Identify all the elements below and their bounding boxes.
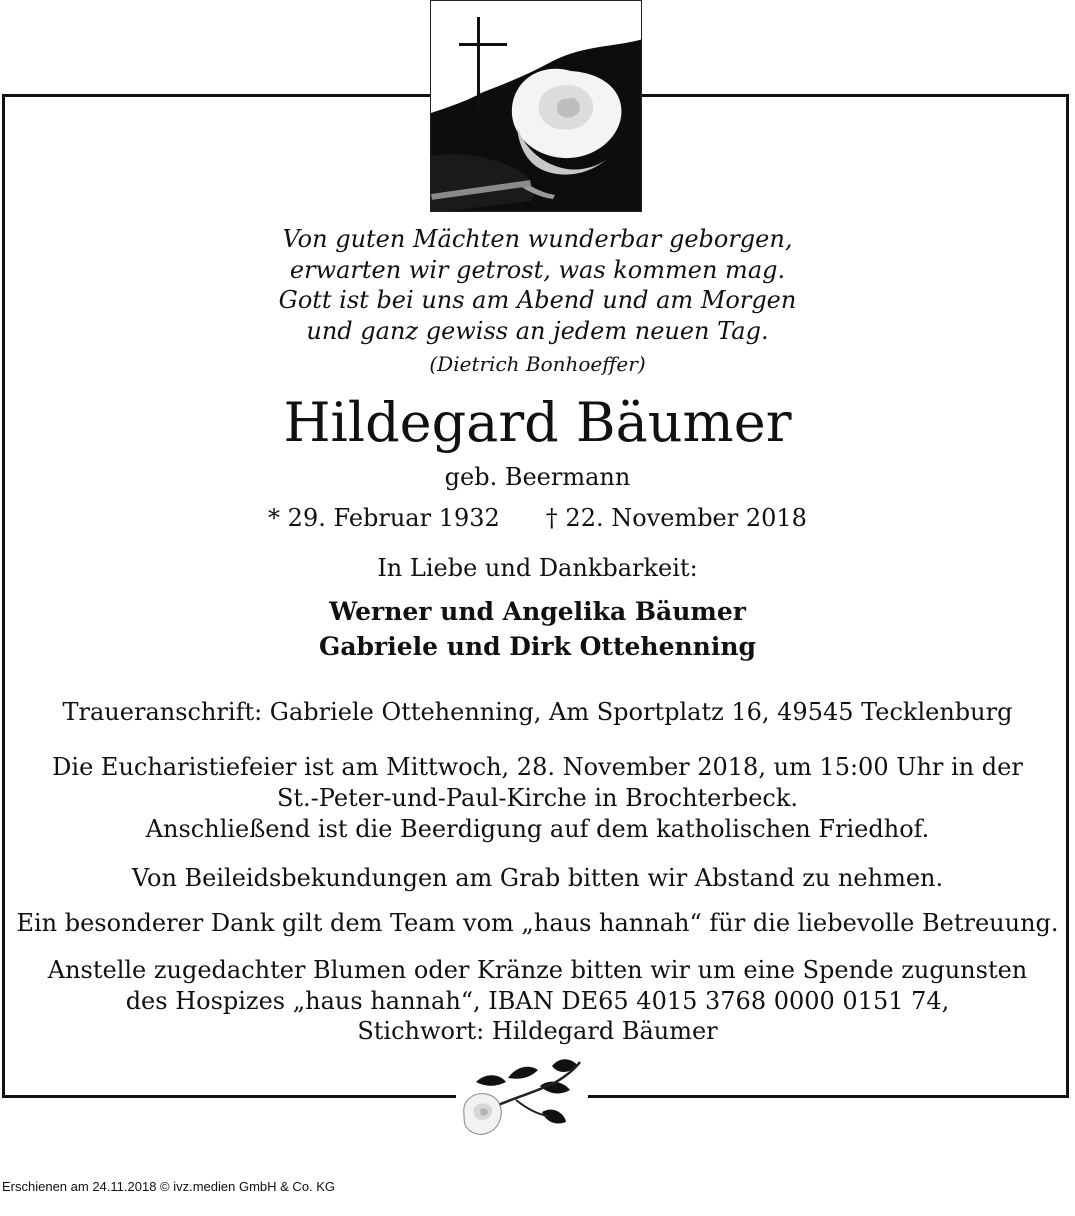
mass-notice xyxy=(6,752,1069,845)
poem-line: und ganz gewiss an jedem neuen Tag. xyxy=(306,316,769,345)
rose-image xyxy=(456,1052,588,1144)
mass-line: St.-Peter-und-Paul-Kirche in Brochterbeck. xyxy=(276,784,799,812)
mass-line: Die Eucharistiefeier ist am Mittwoch, 28. November 2018, um 15:00 Uhr in der xyxy=(52,753,1023,781)
poem xyxy=(6,224,1069,346)
publication-footer: Erschienen am 24.11.2018 © ivz.medien GmbH & Co. KG xyxy=(2,1179,336,1194)
cross-rose-image xyxy=(430,0,642,212)
poem-line: Von guten Mächten wunderbar geborgen, xyxy=(282,225,793,253)
poem-line: erwarten wir getrost, was kommen mag. xyxy=(289,255,786,284)
rose-icon xyxy=(456,1052,588,1144)
mass-line: Anschließend ist die Beerdigung auf dem katholischen Friedhof. xyxy=(145,815,930,843)
donation-notice xyxy=(6,955,1069,1047)
mourner-line: Gabriele und Dirk Ottehenning xyxy=(319,632,756,661)
donation-line: des Hospizes „haus hannah“, IBAN DE65 4015 3768 0000 0151 74, xyxy=(125,986,950,1015)
birth-date: * 29. Februar 1932 xyxy=(268,504,500,532)
deceased-name: Hildegard Bäumer xyxy=(283,391,792,454)
death-date: † 22. November 2018 xyxy=(545,504,807,532)
donation-line: Anstelle zugedachter Blumen oder Kränze bitten wir um eine Spende zugunsten xyxy=(47,956,1028,984)
thanks-notice: Ein besonderer Dank gilt dem Team vom „haus hannah“ für die liebevolle Betreuung. xyxy=(16,909,1059,937)
birth-name: geb. Beermann xyxy=(444,463,631,491)
poem-line: Gott ist bei uns am Abend und am Morgen xyxy=(278,286,797,314)
life-dates xyxy=(6,503,1069,533)
poem-author: (Dietrich Bonhoeffer) xyxy=(429,352,646,376)
mourning-address: Traueranschrift: Gabriele Ottehenning, Am Sportplatz 16, 49545 Tecklenburg xyxy=(62,698,1013,726)
condolence-request: Von Beileidsbekundungen am Grab bitten wir Abstand zu nehmen. xyxy=(131,864,944,892)
dedication: In Liebe und Dankbarkeit: xyxy=(377,554,698,582)
donation-line: Stichwort: Hildegard Bäumer xyxy=(357,1017,718,1045)
cross-rose-icon xyxy=(431,1,642,212)
mourners xyxy=(6,594,1069,664)
mourner-line: Werner und Angelika Bäumer xyxy=(329,597,746,626)
